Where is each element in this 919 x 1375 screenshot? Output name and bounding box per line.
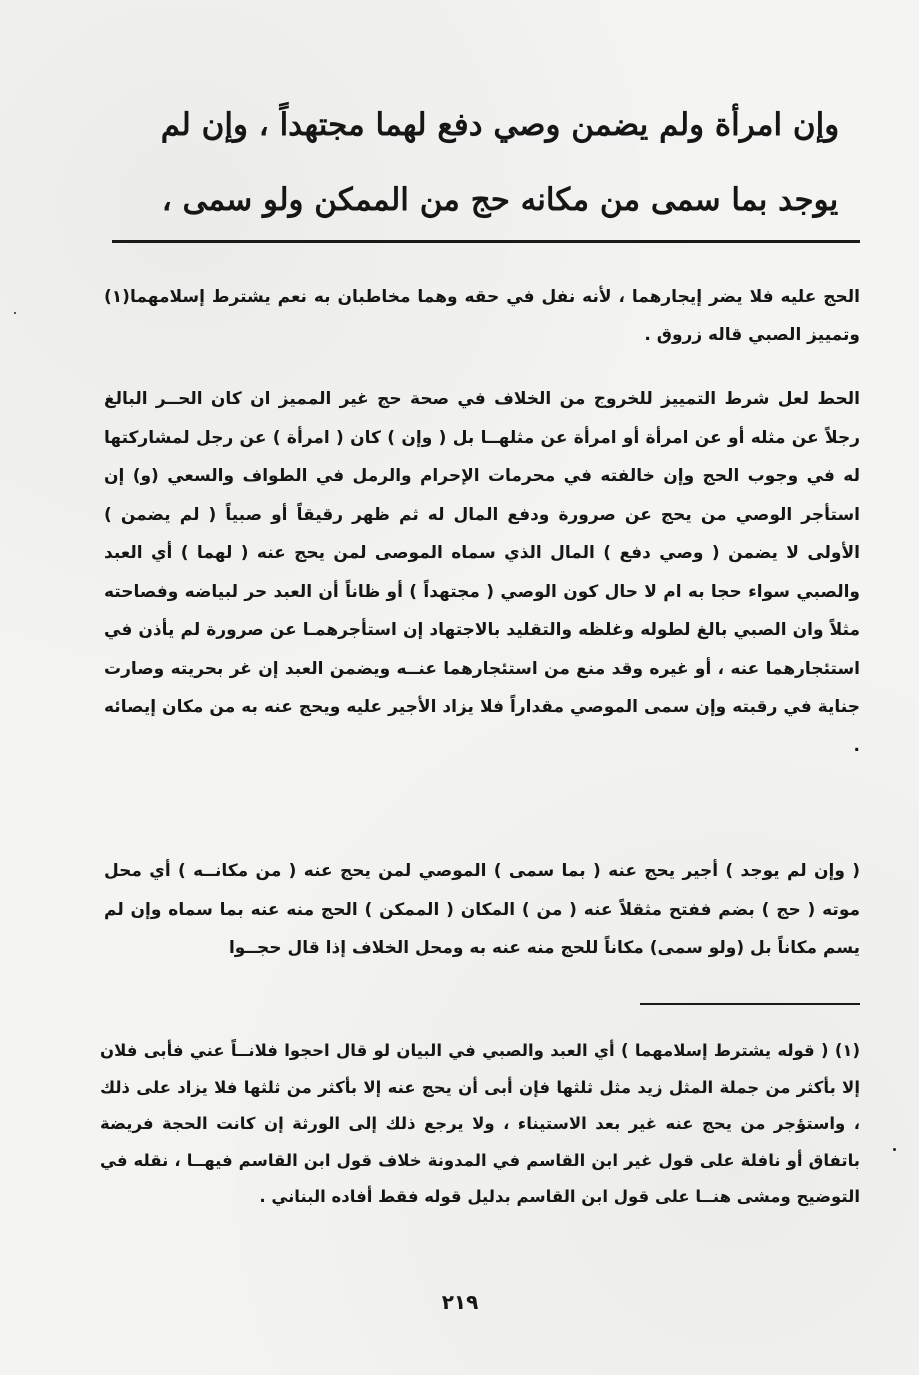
verse-line-1: وإن امرأة ولم يضمن وصي دفع لهما مجتهداً ، وإن لم [160,107,840,143]
commentary-block-1 [104,278,860,354]
commentary-block-2 [104,380,860,765]
commentary-paragraph-1: الحج عليه فلا يضر إيجارهما ، لأنه نفل في حقه وهما مخاطبان به نعم يشترط إسلامهما(١) وتمييز الصبي قاله زروق . [104,287,860,345]
footnote-text: (١) ( قوله يشترط إسلامهما ) أي العبد والصبي في البيان لو قال احجوا فلانــاً عني فأبى فلان إلا بأكثر من جملة المثل زيد مثل ثلثها فإن أبى أن يحج عنه إلا بأكثر من ثلثها فلا يزاد على ذلك ، واستؤجر من يحج عنه غير بعد الاستيناء ، ولا يرجع ذلك إلى الورثة إن كانت الحجة فريضة باتفاق أو نافلة على قول غير ابن القاسم في المدونة خلاف قول ابن القاسم فيهــا ، نقله في التوضيح ومشى هنــا على قول ابن القاسم بدليل قوله فقط أفاده البناني . [100,1041,860,1206]
header-divider [112,240,860,243]
verse-line-2: يوجد بما سمى من مكانه حج من الممكن ولو سمى ، [161,182,839,218]
page-number: ٢١٩ [441,1290,479,1314]
footnote-block [100,1033,860,1216]
scan-speck [14,312,16,314]
scan-speck [893,1148,896,1151]
commentary-paragraph-2: الحط لعل شرط التمييز للخروج من الخلاف في صحة حج غير المميز ان كان الحــر البالغ رجلاً عن مثله أو عن امرأة أو امرأة عن مثلهــا بل ( وإن ) كان ( امرأة ) عن رجل لمشاركتها له في وجوب الحج وإن خالفته في محرمات الإحرام والرمل في الطواف والسعي (و) إن استأجر الوصي من يحج عن صرورة ودفع المال له ثم ظهر رقيقاً أو صبياً ( لم يضمن ) الأولى لا يضمن ( وصي دفع ) المال الذي سماه الموصى لمن يحج عنه ( لهما ) أي العبد والصبي سواء حجا به ام لا حال كون الوصي ( مجتهداً ) أو ظاناً أن العبد حر لبياضه وفصاحته مثلاً وان الصبي بالغ لطوله وغلظه والتقليد بالاجتهاد إن استأجرهمـا عن صرورة لم يأذن في استئجارهما عنه ، أو غيره وقد منع من استئجارهما عنــه ويضمن العبد إن غر بحريته وصارت جناية في رقبته وإن سمى الموصي مقداراً فلا يزاد الأجير عليه ويحج عنه به من مكان إيصائه . [104,389,860,756]
commentary-block-3 [104,852,860,968]
commentary-paragraph-3: ( وإن لم يوجد ) أجير يحج عنه ( بما سمى ) الموصي لمن يحج عنه ( من مكانــه ) أي محل موته ( حج ) بضم ففتح مثقلاً عنه ( من ) المكان ( الممكن ) الحج منه عنه بما سماه وإن لم يسم مكاناً بل (ولو سمى) مكاناً للحج منه عنه به ومحل الخلاف إذا قال حجــوا [104,861,860,958]
footnote-divider [640,1003,860,1005]
